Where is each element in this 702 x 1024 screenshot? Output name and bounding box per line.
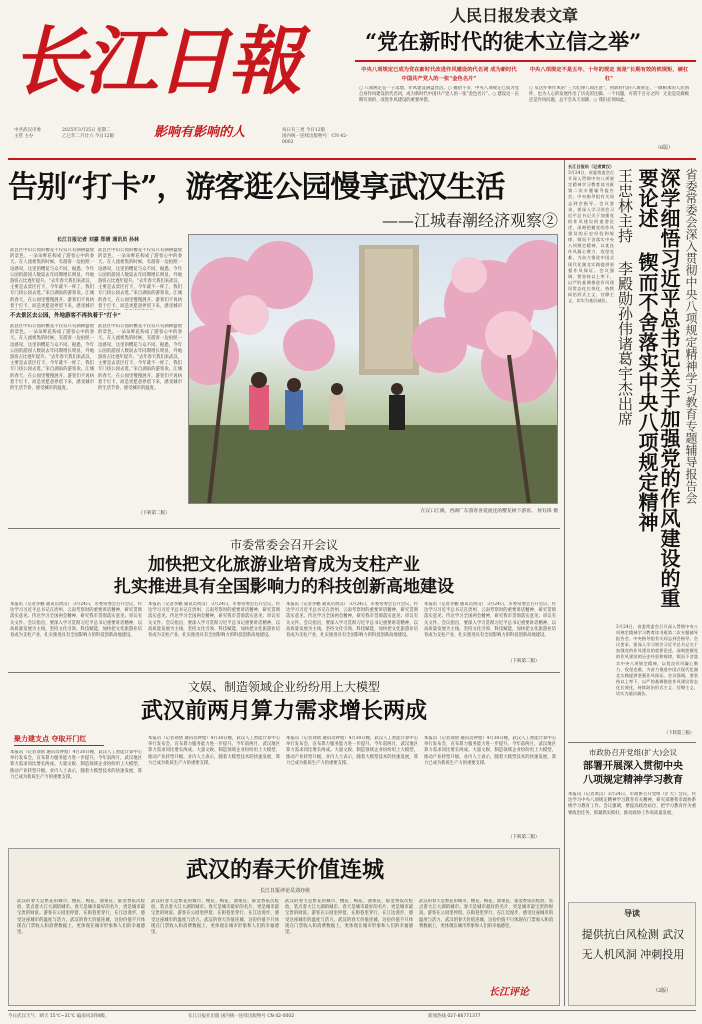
compute-body-3: 本报讯（记者刘倩 通讯员钟旭）4月30日晚，武汉人工智能计算中心举行发布会，宣布算力服务能力进一步提升。今年前两月，武汉地区算力需求同比增长两成。大量文娱、制造领域企业纷纷用上大模型，推动产业转型升级。业内人士表示，随着大模型技术的快速发展，算力已成为新质生产力的重要支撑。 bbox=[286, 736, 418, 766]
commentary-title[interactable]: 武汉的春天价值连城 bbox=[185, 857, 384, 883]
top-promo[interactable] bbox=[355, 4, 696, 152]
main-photo[interactable] bbox=[188, 234, 558, 504]
main-byline: 长江日报记者 刘嘉 郑倩 通讯员 孙林 bbox=[57, 237, 139, 243]
meta-right-line: 国内统一连续出版物号：CN 42-0002 bbox=[282, 134, 348, 145]
promo-title[interactable]: “党在新时代的徒木立信之举” bbox=[365, 29, 642, 54]
compute-continued: （下转第二版） bbox=[508, 835, 540, 840]
compute-kicker: 文娱、制造领域企业纷纷用上大模型 bbox=[187, 680, 380, 694]
right-feature-head[interactable]: 深学细悟习近平总书记关于加强党的作风建设的重要论述 锲而不舍落实中央八项规定精神 bbox=[635, 168, 681, 608]
guide-label: 导读 bbox=[624, 908, 640, 918]
right-column-rule bbox=[564, 160, 565, 1006]
commentary-byline: 长江日报评论员刘亦侠 bbox=[259, 888, 310, 894]
meeting-body-2: 本报讯（记者李鹏 通讯员黄汉） 3月24日，市委常委会召开会议，传达学习习近平总书记在贵州、云南考察时的重要讲话精神，研究贯彻落实意见；传达学习全国两会精神，研究我市贯彻落实意见；审议有关文件。会议指出，要深入学习贯彻习近平总书记重要讲话精神，以高质量发展为主线，坚持文化引领、科技赋能，加快把文化旅游业培育成为支柱产业，扎实推进具有全国影响力的科技创新高地建设。 bbox=[148, 602, 280, 639]
main-body-col2: 武昌区中山公园的樱花不仅仅只有满树盛放的景色，一朵朵鲜花构成了游客心中的春天。在人流密集的时候，有游客一边拍照一边感叹，这里的樱花与众不同。据悉，今年公园的游园人数较去年同期增长明显，外地游客占比逐年提升。“去年春天我们来武汉，主要是去景区打卡，今年就不一样了，我们专门找公园去逛。”来自湖南的游客说。江城的春天，在公园里慢慢展开。游客们不再执着于打卡，而是更愿意停留下来，感受城市的生活节奏，感受城市的温度。 bbox=[10, 324, 94, 392]
right-feature-continued: （下转第三版） bbox=[664, 731, 695, 736]
compute-title[interactable]: 武汉前两月算力需求增长两成 bbox=[140, 698, 427, 724]
footer-paper: 长江日报社出版 国内统一连续出版物号 CN 42-0002 bbox=[188, 1014, 295, 1019]
photo-illustration bbox=[189, 235, 558, 504]
promo-page-ref: （6版） bbox=[655, 145, 674, 151]
masthead-rule bbox=[8, 158, 696, 160]
main-title[interactable]: 告别“打卡”，游客逛公园慢享武汉生活 bbox=[8, 170, 505, 205]
right-meeting-body: 本报讯（记者黄汉）3月24日，市政协召开党组（扩大）会议，传达学习中央八项规定精神学习教育有关精神，研究部署我市政协系统学习教育工作。会议强调，要提高政治站位，把学习教育作为重要政治任务，抓紧抓实抓好，推动政协工作高质量发展。 bbox=[568, 792, 696, 816]
commentary-body-3: 武汉的春天是繁花的城市，樱花、梅花、油菜花、郁金香依次绽放，装点着大江大湖的城市。春天是城市最好的名片，更是城市最宝贵的财富。游客在公园里停留，在街巷里穿行，在江边漫步，感受这座城市的温度与活力。武汉的春天价值连城，这份价值不只体现在门票收入和消费数据上，更体现在城市形象和人们的幸福感里。 bbox=[285, 899, 413, 936]
commentary-logo: 长江评论 bbox=[489, 987, 529, 998]
meta-left bbox=[14, 128, 54, 140]
commentary-body-4: 武汉的春天是繁花的城市，樱花、梅花、油菜花、郁金香依次绽放，装点着大江大湖的城市。春天是城市最好的名片，更是城市最宝贵的财富。游客在公园里停留，在街巷里穿行，在江边漫步，感受这座城市的温度与活力。武汉的春天价值连城，这份价值不只体现在门票收入和消费数据上，更体现在城市形象和人们的幸福感里。 bbox=[419, 899, 553, 929]
right-meeting-kicker: 市政协召开党组(扩大)会议 bbox=[588, 748, 678, 757]
right-feature-body-2: 3月24日，省委常委会召开深入贯彻中央八项规定精神学习教育读书班第二次专题辅导报告会。中央指导组有关同志到会指导。会议要求，要深入学习领会习近平总书记关于加强党的作风建设的重要论述，深刻把握党的作风建设的历史经验和规律，锲而不舍落实中央八项规定精神，以优良作风凝心聚力、攻坚克难，为奋力推进中国式现代化湖北实践提供坚强作风保证。会议强调，要坚持以上率下、以严的基调推进作风建设常态化长效化，持续纠治形式主义、官僚主义，切实为基层减负。 bbox=[616, 624, 698, 697]
meta-date-line: 乙巳年二月廿六 今日12版 bbox=[62, 134, 115, 139]
meeting-title-1[interactable]: 加快把文化旅游业培育成为支柱产业 bbox=[148, 555, 420, 575]
right-feature-body-1 bbox=[568, 164, 614, 730]
masthead-logo: 长江日報 bbox=[12, 19, 300, 105]
compute-tag: 聚力建支点 夺取开门红 bbox=[14, 732, 104, 746]
commentary-body-2: 武汉的春天是繁花的城市，樱花、梅花、油菜花、郁金香依次绽放，装点着大江大湖的城市。春天是城市最好的名片，更是城市最宝贵的财富。游客在公园里停留，在街巷里穿行，在江边漫步，感受这座城市的温度与活力。武汉的春天价值连城，这份价值不只体现在门票收入和消费数据上，更体现在城市形象和人们的幸福感里。 bbox=[151, 899, 279, 936]
meeting-body-4: 本报讯（记者李鹏 通讯员黄汉） 3月24日，市委常委会召开会议，传达学习习近平总书记在贵州、云南考察时的重要讲话精神，研究贯彻落实意见；传达学习全国两会精神，研究我市贯彻落实意见；审议有关文件。会议指出，要深入学习贯彻习近平总书记重要讲话精神，以高质量发展为主线，坚持文化引领、科技赋能，加快把文化旅游业培育成为支柱产业，扎实推进具有全国影响力的科技创新高地建设。 bbox=[424, 602, 556, 639]
promo-col1-head: 中央八项规定已成为党在新时代改进作风建设的代名词 成为新时代中国共产党人的一张“金色名片” bbox=[361, 67, 517, 82]
meeting-continued: （下转第二版） bbox=[508, 659, 540, 664]
meta-left-line: 中共武汉市委 bbox=[14, 128, 41, 133]
compute-story[interactable] bbox=[8, 676, 560, 844]
main-body-col1: 武昌区中山公园的樱花不仅仅只有满树盛放的景色，一朵朵鲜花构成了游客心中的春天。在人流密集的时候，有游客一边拍照一边感叹，这里的樱花与众不同。据悉，今年公园的游园人数较去年同期增长明显，外地游客占比逐年提升。“去年春天我们来武汉，主要是去景区打卡，今年就不一样了，我们专门找公园去逛。”来自湖南的游客说。江城的春天，在公园里慢慢展开。游客们不再执着于打卡，而是更愿意停留下来，感受城市 bbox=[10, 248, 94, 309]
meeting-title-2[interactable]: 扎实推进具有全国影响力的科技创新高地建设 bbox=[114, 577, 454, 597]
meeting-body-1: 本报讯（记者李鹏 通讯员黄汉） 3月24日，市委常委会召开会议，传达学习习近平总书记在贵州、云南考察时的重要讲话精神，研究贯彻落实意见；传达学习全国两会精神，研究我市贯彻落实意见；审议有关文件。会议指出，要深入学习贯彻习近平总书记重要讲话精神，以高质量发展为主线，坚持文化引领、科技赋能，加快把文化旅游业培育成为支柱产业，扎实推进具有全国影响力的科技创新高地建设。 bbox=[10, 602, 142, 639]
right-feature-kicker: 省委常委会深入贯彻中央八项规定精神学习教育专题辅导报告会 bbox=[684, 168, 698, 504]
main-body-col1b: 武昌区中山公园的樱花不仅仅只有满树盛放的景色，一朵朵鲜花构成了游客心中的春天。在人流密集的时候，有游客一边拍照一边感叹，这里的樱花与众不同。据悉，今年公园的游园人数较去年同期增长明显，外地游客占比逐年提升。“去年春天我们来武汉，主要是去景区打卡，今年就不一样了，我们专门找公园去逛。”来自湖南的游客说。江城的春天，在公园里慢慢展开。游客们不再执着于打卡，而是更愿意停留下来，感受城市 bbox=[98, 248, 182, 309]
commentary-body-1: 武汉的春天是繁花的城市，樱花、梅花、油菜花、郁金香依次绽放，装点着大江大湖的城市。春天是城市最好的名片，更是城市最宝贵的财富。游客在公园里停留，在街巷里穿行，在江边漫步，感受这座城市的温度与活力。武汉的春天价值连城，这份价值不只体现在门票收入和消费数据上，更体现在城市形象和人们的幸福感里。 bbox=[17, 899, 145, 936]
meeting-body-3: 本报讯（记者李鹏 通讯员黄汉） 3月24日，市委常委会召开会议，传达学习习近平总书记在贵州、云南考察时的重要讲话精神，研究贯彻落实意见；传达学习全国两会精神，研究我市贯彻落实意见；审议有关文件。会议指出，要深入学习贯彻习近平总书记重要讲话精神，以高质量发展为主线，坚持文化引领、科技赋能，加快把文化旅游业培育成为支柱产业，扎实推进具有全国影响力的科技创新高地建设。 bbox=[286, 602, 418, 639]
main-story[interactable] bbox=[8, 164, 560, 524]
masthead-meta bbox=[14, 124, 354, 148]
main-subtitle: ——江城春潮经济观察② bbox=[381, 211, 558, 230]
right-feature[interactable] bbox=[568, 164, 698, 738]
guide-box[interactable] bbox=[568, 902, 696, 1006]
compute-body-1: 本报讯（记者刘倩 通讯员钟旭）4月30日晚，武汉人工智能计算中心举行发布会，宣布算力服务能力进一步提升。今年前两月，武汉地区算力需求同比增长两成。大量文娱、制造领域企业纷纷用上大模型，推动产业转型升级。业内人士表示，随着大模型技术的快速发展，算力已成为新质生产力的重要支撑。 bbox=[10, 750, 142, 780]
meta-date-line: 2025年3月25日 星期二 bbox=[62, 128, 111, 133]
promo-col2-head: 中央八项规定不是五年、十年的规定 而是“长期有效的铁规矩、硬杠杠” bbox=[529, 67, 689, 82]
promo-divider bbox=[355, 60, 696, 62]
right-meeting-title-2[interactable]: 八项规定精神学习教育 bbox=[583, 775, 683, 786]
guide-page: （2版） bbox=[653, 988, 672, 994]
main-body-col3: 武昌区中山公园的樱花不仅仅只有满树盛放的景色，一朵朵鲜花构成了游客心中的春天。在人流密集的时候，有游客一边拍照一边感叹，这里的樱花与众不同。据悉，今年公园的游园人数较去年同期增长明显，外地游客占比逐年提升。“去年春天我们来武汉，主要是去景区打卡，今年就不一样了，我们专门找公园去逛。”来自湖南的游客说。江城的春天，在公园里慢慢展开。游客们不再执着于打卡，而是更愿意停留下来，感受城市的生活节奏，感受城市的温度。 bbox=[98, 324, 182, 392]
divider-1 bbox=[8, 528, 560, 529]
meta-right bbox=[282, 128, 354, 146]
meta-left-line: 主管 主办 bbox=[14, 134, 34, 139]
footer-rule bbox=[8, 1010, 696, 1011]
right-meeting[interactable] bbox=[568, 746, 698, 896]
promo-col2-body: ○ 从这件事作风的“三大纪律八项注意”，到新时代的八项规定，一脉相承的人民情怀，也为人心的发展作出了历史的注脚。一个问题，可谓千百分之四：无论是反腐败还是作风问题，总不会从天而降。○ 我们必须如此。 bbox=[529, 86, 689, 104]
masthead bbox=[0, 0, 355, 160]
footer bbox=[8, 1012, 696, 1022]
main-subhead: 不去景区去公园，外地游客不再执着于“打卡” bbox=[10, 313, 121, 319]
meta-date bbox=[62, 128, 152, 140]
right-feature-names: 王忠林主持 李殿勋孙伟诸葛宇杰出席 bbox=[616, 168, 634, 426]
promo-col1-body: ○ 八项规定是一子落地、作风建设满盘皆活。○ 抽肋不多、中央八项规定已成为党自身作风建设的代名词，成为新时代中国共产党人的一张“金色名片”。○ 建设这一长期有效的、改进作风建设的重要举措。 bbox=[359, 86, 519, 104]
meta-right-line: 每日有三更 今日12版 bbox=[282, 128, 326, 133]
right-divider-1 bbox=[568, 742, 696, 743]
meeting-story[interactable] bbox=[8, 532, 560, 670]
divider-2 bbox=[8, 672, 560, 673]
right-feature-byline: 长江日报讯（记者黄汉） bbox=[568, 164, 614, 169]
meeting-kicker: 市委常委会召开会议 bbox=[229, 538, 338, 552]
footer-phone: 新闻热线 027-86771377 bbox=[428, 1014, 481, 1019]
main-continued: （下转第二版） bbox=[138, 511, 170, 516]
footer-weather: 今日武汉天气：晴天 15℃~31℃ 偏南风3到4级。 bbox=[8, 1014, 110, 1019]
right-feature-text: 3月24日，省委常委会召开深入贯彻中央八项规定精神学习教育读书班第二次专题辅导报告会。中央指导组有关同志到会指导。会议要求，要深入学习领会习近平总书记关于加强党的作风建设的重要论述，深刻把握党的作风建设的历史经验和规律，锲而不舍落实中央八项规定精神，以优良作风凝心聚力、攻坚克难，为奋力推进中国式现代化湖北实践提供坚强作风保证。会议强调，要坚持以上率下、以严的基调推进作风建设常态化长效化，持续纠治形式主义、官僚主义，切实为基层减负。 bbox=[568, 170, 614, 304]
commentary-box[interactable] bbox=[8, 848, 560, 1006]
guide-text[interactable]: 提供抗白风检测 武汉无人机风洞 冲刺投用 bbox=[581, 928, 685, 961]
right-meeting-title-1[interactable]: 部署开展深入贯彻中央 bbox=[583, 761, 683, 772]
compute-body-4: 本报讯（记者刘倩 通讯员钟旭）4月30日晚，武汉人工智能计算中心举行发布会，宣布算力服务能力进一步提升。今年前两月，武汉地区算力需求同比增长两成。大量文娱、制造领域企业纷纷用上大模型，推动产业转型升级。业内人士表示，随着大模型技术的快速发展，算力已成为新质生产力的重要支撑。 bbox=[424, 736, 556, 766]
promo-kicker: 人民日报发表文章 bbox=[450, 6, 579, 25]
compute-body-2: 本报讯（记者刘倩 通讯员钟旭）4月30日晚，武汉人工智能计算中心举行发布会，宣布算力服务能力进一步提升。今年前两月，武汉地区算力需求同比增长两成。大量文娱、制造领域企业纷纷用上大模型，推动产业转型升级。业内人士表示，随着大模型技术的快速发展，算力已成为新质生产力的重要支撑。 bbox=[148, 736, 280, 766]
main-photo-caption: 在汉口江滩，西湖广东游客喜爱流连的樱花树下游客。 侯钰锋 摄 bbox=[420, 509, 558, 514]
masthead-slogan: 影响有影响的人 bbox=[154, 125, 246, 140]
